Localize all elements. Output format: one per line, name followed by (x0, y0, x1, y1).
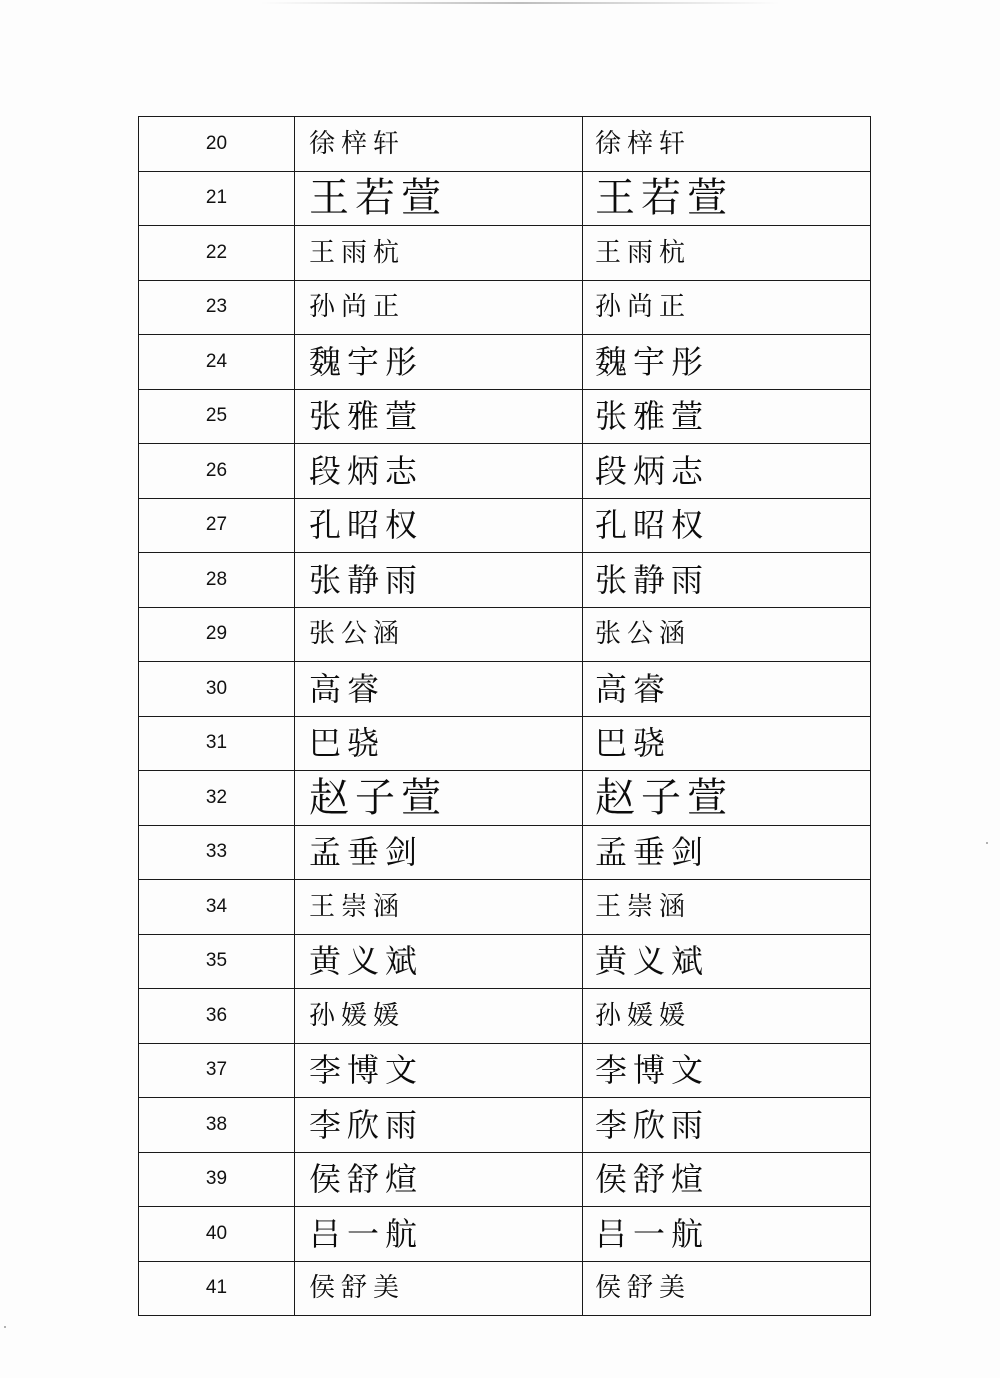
signature-cell-first (295, 335, 583, 390)
handwritten-signature: 王崇涵 (595, 891, 692, 922)
handwritten-signature: 张公涵 (309, 619, 406, 650)
table-row (139, 771, 871, 826)
signature-cell-first (295, 825, 583, 880)
signature-cell-first (295, 226, 583, 281)
handwritten-signature: 魏宇彤 (309, 342, 424, 381)
scan-speck (4, 1326, 6, 1328)
signature-cell-first (295, 880, 583, 935)
handwritten-signature: 巴骁 (309, 724, 386, 763)
signature-cell-first (295, 498, 583, 553)
signature-cell-second (583, 389, 871, 444)
row-number: 22 (139, 226, 295, 281)
table-row (139, 934, 871, 989)
handwritten-signature: 黄义斌 (309, 942, 424, 981)
handwritten-signature: 侯舒煊 (309, 1160, 424, 1199)
row-number: 41 (139, 1261, 295, 1316)
handwritten-signature: 孔昭权 (309, 506, 424, 545)
table-row (139, 880, 871, 935)
signature-cell-second (583, 771, 871, 826)
signature-cell-second (583, 1043, 871, 1098)
handwritten-signature: 张雅萱 (309, 397, 424, 436)
row-number: 39 (139, 1152, 295, 1207)
signature-cell-second (583, 662, 871, 717)
signature-cell-second (583, 825, 871, 880)
row-number: 31 (139, 716, 295, 771)
handwritten-signature: 王崇涵 (309, 891, 406, 922)
table-row (139, 607, 871, 662)
table-row (139, 1043, 871, 1098)
row-number: 29 (139, 607, 295, 662)
signature-cell-second (583, 716, 871, 771)
signature-cell-first (295, 716, 583, 771)
handwritten-signature: 巴骁 (595, 724, 672, 763)
row-number: 37 (139, 1043, 295, 1098)
table-row (139, 989, 871, 1044)
table-row (139, 1261, 871, 1316)
row-number: 21 (139, 171, 295, 226)
signature-cell-first (295, 389, 583, 444)
handwritten-signature: 张雅萱 (595, 397, 710, 436)
handwritten-signature: 王雨杭 (595, 237, 692, 268)
row-number: 36 (139, 989, 295, 1044)
row-number: 38 (139, 1098, 295, 1153)
signature-cell-second (583, 607, 871, 662)
table-row (139, 498, 871, 553)
handwritten-signature: 侯舒美 (595, 1273, 692, 1304)
handwritten-signature: 侯舒美 (309, 1273, 406, 1304)
handwritten-signature: 孙媛媛 (595, 1000, 692, 1031)
table-row (139, 1098, 871, 1153)
table-row (139, 226, 871, 281)
handwritten-signature: 段炳志 (309, 451, 424, 490)
signature-cell-second (583, 226, 871, 281)
handwritten-signature: 孙媛媛 (309, 1000, 406, 1031)
handwritten-signature: 高睿 (309, 669, 386, 708)
handwritten-signature: 李欣雨 (595, 1105, 710, 1144)
signature-cell-first (295, 553, 583, 608)
row-number: 24 (139, 335, 295, 390)
row-number: 26 (139, 444, 295, 499)
signature-cell-second (583, 1207, 871, 1262)
handwritten-signature: 张公涵 (595, 619, 692, 650)
handwritten-signature: 高睿 (595, 669, 672, 708)
handwritten-signature: 孙尚正 (309, 292, 406, 323)
signature-cell-second (583, 880, 871, 935)
signature-cell-first (295, 989, 583, 1044)
signature-cell-first (295, 1098, 583, 1153)
signature-cell-first (295, 444, 583, 499)
row-number: 34 (139, 880, 295, 935)
signature-cell-second (583, 444, 871, 499)
row-number: 40 (139, 1207, 295, 1262)
table-row (139, 444, 871, 499)
signature-cell-second (583, 280, 871, 335)
row-number: 32 (139, 771, 295, 826)
signature-cell-first (295, 280, 583, 335)
table-row (139, 662, 871, 717)
table-row (139, 389, 871, 444)
handwritten-signature: 李欣雨 (309, 1105, 424, 1144)
signature-cell-first (295, 607, 583, 662)
table-row (139, 1207, 871, 1262)
signature-cell-first (295, 1043, 583, 1098)
handwritten-signature: 黄义斌 (595, 942, 710, 981)
row-number: 25 (139, 389, 295, 444)
signature-cell-first (295, 1207, 583, 1262)
signature-cell-second (583, 989, 871, 1044)
signature-cell-second (583, 335, 871, 390)
handwritten-signature: 段炳志 (595, 451, 710, 490)
handwritten-signature: 孟垂剑 (595, 833, 710, 872)
row-number: 23 (139, 280, 295, 335)
handwritten-signature: 张静雨 (309, 560, 424, 599)
table-row (139, 335, 871, 390)
signature-cell-first (295, 171, 583, 226)
handwritten-signature: 孔昭权 (595, 506, 710, 545)
handwritten-signature: 王雨杭 (309, 237, 406, 268)
row-number: 35 (139, 934, 295, 989)
handwritten-signature: 吕一航 (309, 1214, 424, 1253)
scan-speck (986, 842, 988, 844)
handwritten-signature: 李博文 (309, 1051, 424, 1090)
signature-cell-first (295, 1261, 583, 1316)
handwritten-signature: 李博文 (595, 1051, 710, 1090)
signature-cell-second (583, 171, 871, 226)
signature-cell-first (295, 771, 583, 826)
handwritten-signature: 赵子萱 (595, 774, 733, 821)
table-row (139, 553, 871, 608)
scan-top-edge (260, 2, 780, 4)
signature-cell-second (583, 553, 871, 608)
table-row (139, 1152, 871, 1207)
signature-table-body (139, 117, 871, 1316)
handwritten-signature: 王若萱 (309, 175, 447, 222)
signature-cell-second (583, 1152, 871, 1207)
table-row (139, 716, 871, 771)
row-number: 30 (139, 662, 295, 717)
handwritten-signature: 王若萱 (595, 175, 733, 222)
row-number: 20 (139, 117, 295, 172)
row-number: 28 (139, 553, 295, 608)
handwritten-signature: 魏宇彤 (595, 342, 710, 381)
table-row (139, 117, 871, 172)
signature-cell-first (295, 934, 583, 989)
signature-cell-first (295, 117, 583, 172)
handwritten-signature: 徐梓轩 (595, 128, 692, 159)
handwritten-signature: 孟垂剑 (309, 833, 424, 872)
handwritten-signature: 赵子萱 (309, 774, 447, 821)
row-number: 27 (139, 498, 295, 553)
signature-cell-first (295, 1152, 583, 1207)
table-row (139, 280, 871, 335)
table-row (139, 825, 871, 880)
signature-cell-second (583, 934, 871, 989)
handwritten-signature: 侯舒煊 (595, 1160, 710, 1199)
handwritten-signature: 徐梓轩 (309, 128, 406, 159)
handwritten-signature: 张静雨 (595, 560, 710, 599)
handwritten-signature: 孙尚正 (595, 292, 692, 323)
signature-cell-second (583, 117, 871, 172)
signature-cell-first (295, 662, 583, 717)
signature-table (138, 116, 871, 1316)
signature-cell-second (583, 1098, 871, 1153)
signature-cell-second (583, 1261, 871, 1316)
table-row (139, 171, 871, 226)
row-number: 33 (139, 825, 295, 880)
handwritten-signature: 吕一航 (595, 1214, 710, 1253)
signature-cell-second (583, 498, 871, 553)
